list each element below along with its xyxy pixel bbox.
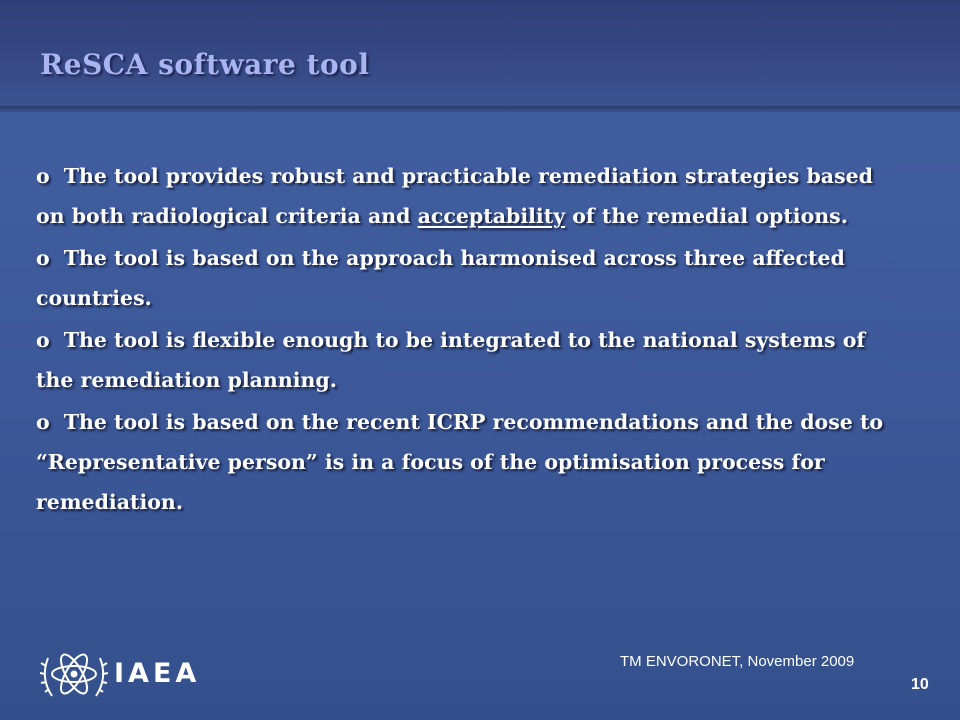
bullet-item xyxy=(36,402,906,522)
bullet-marker: o xyxy=(36,328,50,352)
bullet-text: The tool provides robust and practicable remediation strategies based on both radiological criteria and xyxy=(36,164,874,228)
bullet-list xyxy=(36,156,906,524)
bullet-text: The tool is based on the approach harmonised across three affected countries. xyxy=(36,246,845,310)
footer-text: TM ENVORONET, November 2009 xyxy=(620,653,855,670)
bullet-item xyxy=(36,156,906,236)
iaea-logo xyxy=(38,638,218,708)
bullet-item xyxy=(36,238,906,318)
underlined-term: acceptability xyxy=(417,204,566,228)
slide-title: ReSCA software tool xyxy=(40,48,370,81)
iaea-atom-emblem-icon xyxy=(38,638,110,708)
bullet-item xyxy=(36,320,906,400)
bullet-text: The tool is based on the recent ICRP recommendations and the dose to “Representative person” is in a focus of the optimisation process for remediation. xyxy=(36,410,884,514)
bullet-marker: o xyxy=(36,246,50,270)
bullet-text: The tool is flexible enough to be integrated to the national systems of the remediation planning. xyxy=(36,328,866,392)
page-number: 10 xyxy=(911,676,929,693)
bullet-marker: o xyxy=(36,410,50,434)
iaea-logo-text: IAEA xyxy=(114,658,201,689)
bullet-text: of the remedial options. xyxy=(565,204,848,228)
bullet-marker: o xyxy=(36,164,50,188)
